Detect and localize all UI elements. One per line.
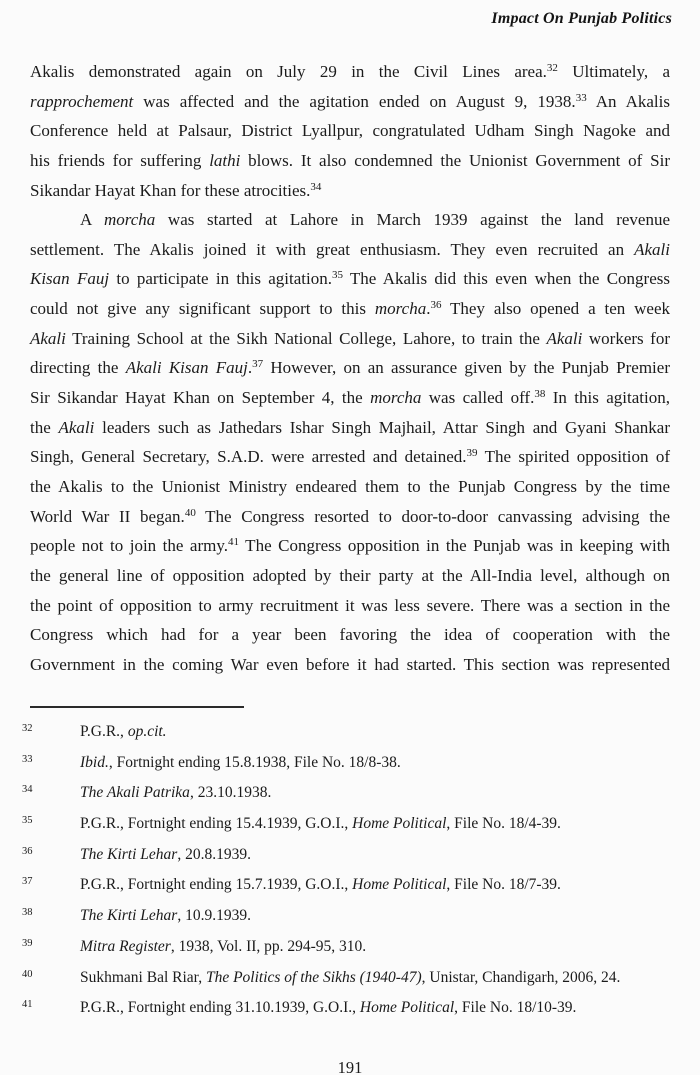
- footnote-ref: 39: [466, 447, 478, 460]
- footnote-number: 33: [22, 753, 33, 765]
- footnote-item: [22, 717, 678, 748]
- footnote-separator: [30, 706, 244, 708]
- italic-run: Akali Kisan Fauj: [125, 358, 248, 378]
- body-line: [30, 324, 670, 354]
- italic-run: morcha: [374, 299, 427, 319]
- text-run: Government in the coming War even before it had started. This section was represented: [30, 654, 670, 674]
- text-run: .: [426, 299, 431, 319]
- footnote-item: [22, 809, 678, 840]
- text-run: However, on an assurance given by the Punjab Premier: [263, 358, 670, 378]
- text-run: They also opened a ten week: [441, 299, 671, 319]
- body-line: [30, 87, 670, 117]
- italic-run: morcha: [370, 388, 422, 408]
- italic-run: rapprochement: [30, 91, 134, 111]
- footnote-item: [22, 840, 678, 871]
- footnote-number: 36: [22, 845, 33, 857]
- text-run: to participate in this agitation.: [109, 269, 332, 289]
- footnote-ref: 32: [546, 62, 558, 74]
- footnote-number: 32: [22, 723, 33, 734]
- italic-run: Home Political: [352, 815, 447, 833]
- body-line: [30, 176, 670, 206]
- footnote-item: [22, 993, 678, 1024]
- italic-run: The Kirti Lehar: [80, 907, 178, 925]
- text-run: A: [80, 210, 104, 230]
- italic-run: op.cit.: [127, 723, 167, 740]
- text-run: Sir Sikandar Hayat Khan on September 4, the: [30, 388, 371, 408]
- text-run: his friends for suffering: [30, 150, 210, 170]
- text-run: the general line of opposition adopted by their party at the All-India level, although on: [30, 565, 670, 585]
- footnote-item: [22, 778, 678, 809]
- text-run: Akalis demonstrated again on July 29 in the Civil Lines area.: [30, 62, 547, 81]
- text-run: , 23.10.1938.: [189, 784, 272, 802]
- text-run: Congress which had for a year been favoring the idea of cooperation with the: [30, 625, 670, 645]
- footnote-ref: 33: [575, 91, 587, 104]
- text-run: , File No. 18/4-39.: [446, 815, 561, 833]
- text-run: , 20.8.1939.: [177, 845, 251, 863]
- text-run: The Congress opposition in the Punjab was in keeping with: [239, 536, 670, 556]
- text-run: settlement. The Akalis joined it with great enthusiasm. They even recruited an: [30, 239, 635, 259]
- text-run: Sikandar Hayat Khan for these atrocities.: [30, 180, 311, 200]
- text-run: The Akalis did this even when the Congress: [342, 269, 670, 289]
- body-line: [30, 561, 670, 591]
- text-run: the point of opposition to army recruitment it was less severe. There was a section in the: [30, 595, 670, 615]
- text-run: .: [247, 358, 253, 378]
- text-run: was affected and the agitation ended on August 9, 1938.: [133, 91, 576, 111]
- footnote-item: [22, 748, 678, 779]
- italic-run: Mitra Register: [80, 937, 171, 955]
- text-run: , Unistar, Chandigarh, 2006, 24.: [421, 968, 621, 986]
- footnote-number: 37: [22, 876, 33, 888]
- text-run: Training School at the Sikh National College, Lahore, to train the: [65, 328, 547, 348]
- text-run: was started at Lahore in March 1939 against the land revenue: [155, 210, 670, 230]
- body-line: [30, 116, 670, 146]
- footnote-ref: 38: [534, 388, 546, 401]
- italic-run: The Akali Patrika: [80, 784, 190, 802]
- body-line: [30, 502, 670, 532]
- body-text: [30, 57, 670, 679]
- text-run: the Akalis to the Unionist Ministry endeared them to the Punjab Congress by the time: [30, 476, 670, 496]
- footnotes: [22, 717, 678, 1024]
- italic-run: Akali: [634, 239, 670, 259]
- text-run: Sukhmani Bal Riar,: [80, 968, 206, 986]
- footnote-number: 38: [22, 907, 33, 919]
- footnote-ref: 36: [430, 299, 442, 312]
- italic-run: Home Political: [352, 876, 447, 894]
- text-run: P.G.R., Fortnight ending 31.10.1939, G.O.I.,: [80, 999, 360, 1017]
- italic-run: morcha: [103, 210, 156, 230]
- body-line: [30, 620, 670, 650]
- italic-run: Akali: [30, 328, 66, 348]
- footnote-ref: 37: [252, 358, 264, 371]
- italic-run: lathi: [209, 150, 241, 170]
- body-line: [30, 442, 670, 472]
- footnote-number: 35: [22, 815, 33, 827]
- footnote-item: [22, 963, 678, 994]
- text-run: An Akalis: [586, 91, 670, 111]
- italic-run: Ibid.: [80, 753, 109, 771]
- running-header: Impact On Punjab Politics: [491, 10, 672, 27]
- body-line: [30, 383, 670, 413]
- text-run: The spirited opposition of: [477, 447, 671, 467]
- text-run: blows. It also condemned the Unionist Government of Sir: [240, 150, 670, 170]
- body-line: [30, 591, 670, 621]
- text-run: Conference held at Palsaur, District Lyallpur, congratulated Udham Singh Nagoke and: [30, 121, 670, 141]
- page-number: 191: [337, 1058, 363, 1075]
- text-run: leaders such as Jathedars Ishar Singh Majhail, Attar Singh and Gyani Shankar: [94, 417, 670, 437]
- body-line: [30, 205, 670, 235]
- italic-run: Akali: [58, 417, 95, 437]
- italic-run: Akali: [546, 328, 583, 348]
- body-line: [30, 531, 670, 561]
- text-run: people not to join the army.: [30, 536, 228, 556]
- body-line: [30, 353, 670, 383]
- text-run: , 10.9.1939.: [177, 907, 251, 925]
- footnote-ref: 41: [228, 536, 239, 549]
- body-line: [30, 264, 670, 294]
- footnote-number: 41: [22, 999, 33, 1011]
- footnote-number: 40: [22, 968, 33, 980]
- text-run: , File No. 18/7-39.: [446, 876, 561, 894]
- text-run: directing the: [30, 358, 126, 378]
- text-run: P.G.R., Fortnight ending 15.4.1939, G.O.I.,: [80, 815, 353, 833]
- text-run: , Fortnight ending 15.8.1938, File No. 18/8-38.: [108, 753, 401, 771]
- footnote-item: [22, 901, 678, 932]
- body-line: [30, 235, 670, 265]
- text-run: workers for: [582, 328, 670, 348]
- italic-run: Kisan Fauj: [30, 269, 110, 289]
- footnote-item: [22, 870, 678, 901]
- italic-run: The Kirti Lehar: [80, 845, 178, 863]
- footnote-number: 34: [22, 784, 33, 796]
- text-run: In this agitation,: [545, 388, 670, 408]
- text-run: , 1938, Vol. II, pp. 294-95, 310.: [170, 937, 367, 955]
- footnote-ref: 40: [184, 506, 196, 519]
- body-line: [30, 146, 670, 176]
- body-line: [30, 650, 670, 680]
- text-run: was called off.: [421, 388, 535, 408]
- text-run: Ultimately, a: [557, 62, 670, 81]
- text-run: , File No. 18/10-39.: [454, 999, 577, 1017]
- text-run: could not give any significant support to this: [30, 299, 375, 319]
- italic-run: Home Political: [359, 999, 455, 1017]
- text-run: P.G.R.,: [80, 723, 128, 740]
- body-line: [30, 472, 670, 502]
- footnote-ref: 35: [331, 269, 343, 282]
- text-run: The Congress resorted to door-to-door canvassing advising the: [195, 506, 670, 526]
- body-line: [30, 57, 670, 87]
- body-line: [30, 413, 670, 443]
- text-run: Singh, General Secretary, S.A.D. were arrested and detained.: [30, 447, 467, 467]
- footnote-number: 39: [22, 937, 33, 949]
- body-line: [30, 294, 670, 324]
- text-run: P.G.R., Fortnight ending 15.7.1939, G.O.I.,: [80, 876, 353, 894]
- italic-run: The Politics of the Sikhs (1940-47): [205, 968, 422, 986]
- text-run: World War II began.: [30, 506, 185, 526]
- footnote-ref: 34: [310, 180, 322, 193]
- footnote-item: [22, 932, 678, 963]
- text-run: the: [30, 417, 59, 437]
